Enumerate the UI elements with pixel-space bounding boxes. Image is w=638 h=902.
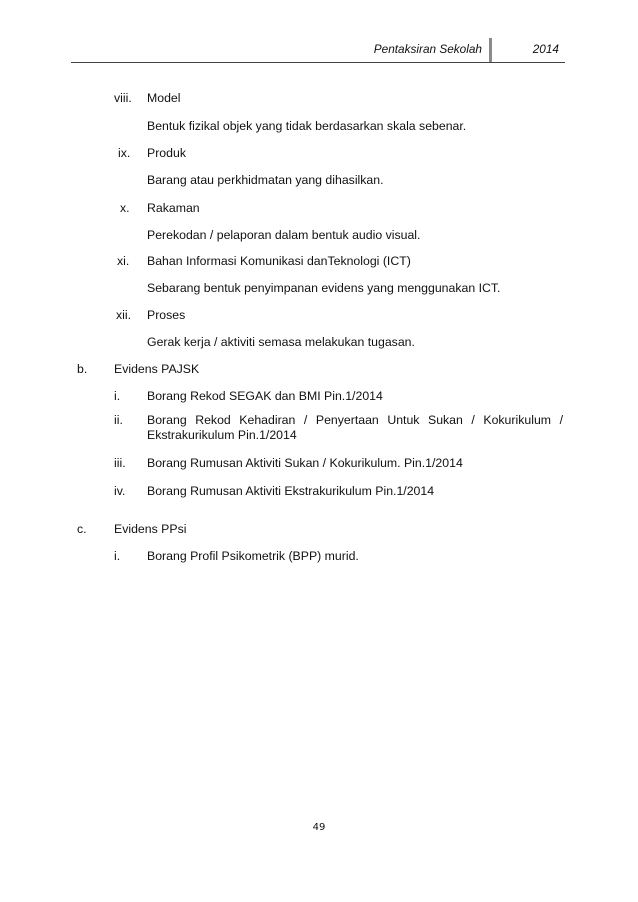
header-title: Pentaksiran Sekolah — [373, 42, 482, 56]
list-item: Borang Profil Psikometrik (BPP) murid. — [147, 549, 359, 563]
list-number: iii. — [114, 456, 126, 470]
section-label: c. — [77, 522, 87, 536]
item-description: Gerak kerja / aktiviti semasa melakukan tugasan. — [147, 335, 415, 349]
item-term: Produk — [147, 146, 186, 160]
list-item: Borang Rekod Kehadiran / Penyertaan Untuk Sukan / Kokurikulum / — [147, 413, 563, 427]
item-number: x. — [120, 201, 130, 215]
header-rule — [71, 62, 565, 63]
item-number: xi. — [117, 254, 130, 268]
item-description: Barang atau perkhidmatan yang dihasilkan. — [147, 173, 384, 187]
section-title: Evidens PPsi — [114, 522, 187, 536]
page-number: 49 — [312, 822, 326, 833]
item-term: Model — [147, 91, 181, 105]
list-number: i. — [114, 549, 121, 563]
list-item: Borang Rumusan Aktiviti Ekstrakurikulum Pin.1/2014 — [147, 484, 435, 498]
list-number: i. — [114, 389, 121, 403]
section-label: b. — [77, 362, 88, 376]
list-number: iv. — [114, 484, 126, 498]
item-term: Proses — [147, 308, 186, 322]
header-divider — [489, 38, 492, 63]
list-item-continuation: Ekstrakurikulum Pin.1/2014 — [147, 428, 297, 442]
item-number: viii. — [114, 91, 132, 105]
list-number: ii. — [114, 413, 123, 427]
item-description: Sebarang bentuk penyimpanan evidens yang menggunakan ICT. — [147, 281, 501, 295]
header-year: 2014 — [532, 42, 559, 56]
page-header — [71, 38, 565, 63]
item-number: xii. — [116, 308, 132, 322]
item-description: Perekodan / pelaporan dalam bentuk audio visual. — [147, 228, 421, 242]
item-term: Bahan Informasi Komunikasi danTeknologi (ICT) — [147, 254, 411, 268]
list-item: Borang Rumusan Aktiviti Sukan / Kokurikulum. Pin.1/2014 — [147, 456, 463, 470]
item-number: ix. — [118, 146, 131, 160]
item-description: Bentuk fizikal objek yang tidak berdasarkan skala sebenar. — [147, 119, 467, 133]
item-term: Rakaman — [147, 201, 200, 215]
list-item: Borang Rekod SEGAK dan BMI Pin.1/2014 — [147, 389, 383, 403]
section-title: Evidens PAJSK — [114, 362, 200, 376]
